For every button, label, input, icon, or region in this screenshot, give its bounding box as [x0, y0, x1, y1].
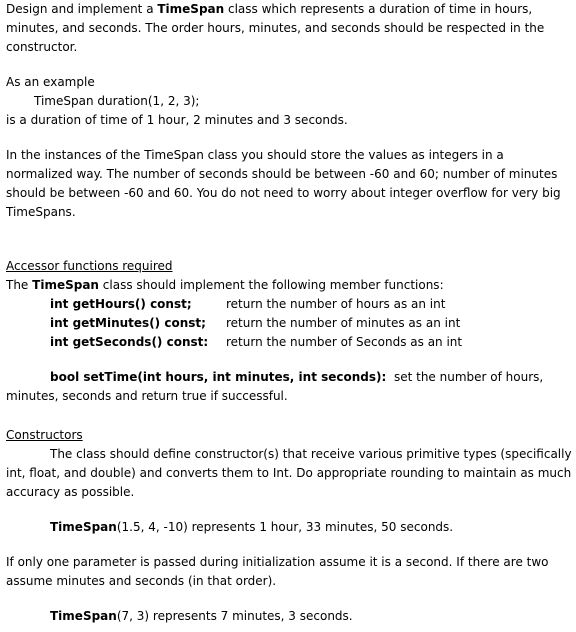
function-signature: int getMinutes() const; — [50, 316, 206, 330]
accessor-function-row — [50, 314, 572, 333]
constructors-paragraph: The class should define constructor(s) that receive various primitive types (specifically int, float, and double) and converts them to Int. Do appropriate rounding to maintain as much accuracy as possible. — [6, 447, 572, 499]
constructor-example-2 — [6, 607, 572, 626]
accessors-lead-2: class should implement the following member functions: — [98, 278, 444, 292]
constructors-heading: Constructors — [6, 428, 83, 442]
example-2-classname: TimeSpan — [50, 609, 117, 623]
example-1-text: (1.5, 4, -10) represents 1 hour, 33 minutes, 50 seconds. — [116, 520, 454, 534]
example-code: TimeSpan duration(1, 2, 3); — [34, 94, 200, 108]
normalized-paragraph: In the instances of the TimeSpan class you should store the values as integers in a normalized way. The number of seconds should be between -60 and 60; number of minutes should be between -60 and 60. You do not need to worry about integer overflow for very big TimeSpans. — [6, 148, 561, 219]
document — [6, 0, 572, 626]
accessors-heading: Accessor functions required — [6, 259, 173, 273]
settime-signature: bool setTime(int hours, int minutes, int seconds): — [50, 370, 387, 384]
accessor-function-list — [6, 295, 572, 352]
example-2-text: (7, 3) represents 7 minutes, 3 seconds. — [116, 609, 353, 623]
settime-paragraph — [6, 368, 572, 406]
function-signature: int getHours() const; — [50, 297, 192, 311]
function-description: return the number of hours as an int — [226, 297, 446, 311]
example-label: As an example — [6, 75, 95, 89]
single-param-paragraph: If only one parameter is passed during initialization assume it is a second. If there are two assume minutes and seconds (in that order). — [6, 555, 549, 588]
intro-paragraph — [6, 0, 572, 57]
intro-text-1: Design and implement a — [6, 2, 158, 16]
constructor-example-1 — [6, 518, 572, 537]
accessor-function-row — [50, 295, 572, 314]
function-description: return the number of minutes as an int — [226, 316, 461, 330]
accessors-classname: TimeSpan — [32, 278, 99, 292]
settime-description: set the number of hours, minutes, seconds and return true if successful. — [6, 370, 544, 403]
example-description: is a duration of time of 1 hour, 2 minutes and 3 seconds. — [6, 113, 348, 127]
accessors-lead — [6, 276, 572, 295]
accessors-lead-1: The — [6, 278, 33, 292]
example-1-classname: TimeSpan — [50, 520, 117, 534]
intro-classname: TimeSpan — [157, 2, 225, 16]
function-description: return the number of Seconds as an int — [226, 335, 463, 349]
accessor-function-row — [50, 333, 572, 352]
function-signature: int getSeconds() const: — [50, 335, 209, 349]
intro-text-2: class which represents a duration of time in hours, minutes, and seconds. The order hours, minutes, and seconds should be respected in the constructor. — [6, 2, 545, 54]
